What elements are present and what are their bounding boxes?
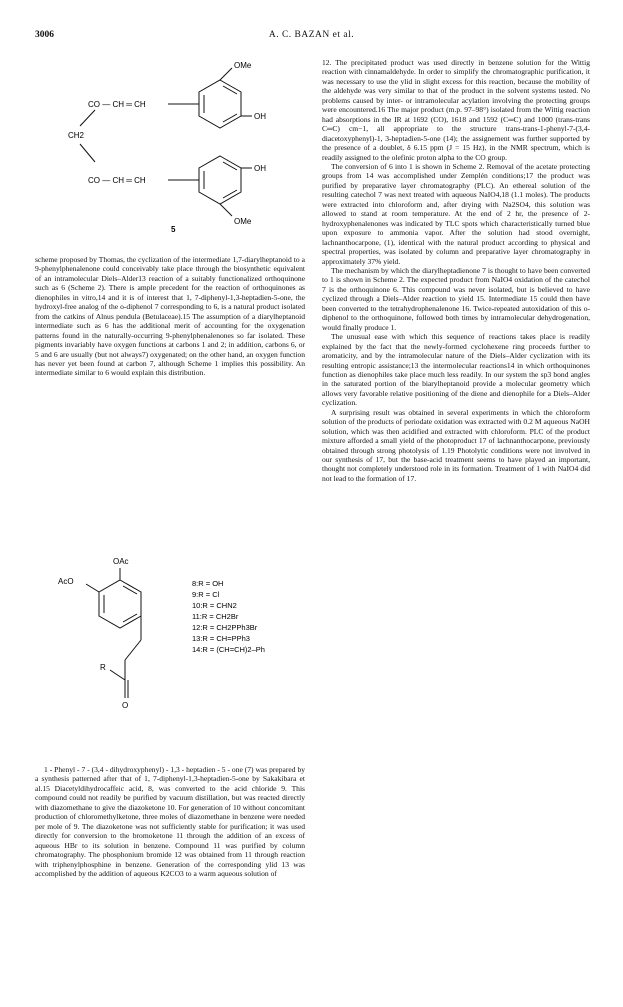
paragraph: 1 - Phenyl - 7 - (3,4 - dihydroxyphenyl) - 1,3 - heptadien - 5 - one (7) was prepared by a synthesis patterned after that of 1, 7-diphenyl-1,3-heptadien-5-one by Sakakibara et al.15 Diacetyldihydrocaffeic acid, 8, was converted to the acid chloride 9. This compound could not readily be purified by vacuum distillation, but was reacted directly with diazomethane to give the diazoketone 10. For generation of 10 without concomitant production of chloromethylketone, three moles of diazomethane in benzene were needed per mole of 9. The diazoketone was not sufficiently stable for purification; it was used directly for conversion to the bromoketone 11 through the addition of an excess of aqueous HBr to its solution in benzene. Compound 11 was purified by column chromatography. The phosphonium bromide 12 was obtained from 11 through reaction with triphenylphosphine in benzene. Generation of the corresponding ylid 13 was accomplished by the addition of aqueous K2CO3 to a warm aqueous solution of [35, 765, 305, 878]
left-column-lower-text [35, 765, 305, 878]
left-column-upper-text [35, 255, 305, 378]
r-group-label: R [100, 663, 106, 672]
structure-series-diagram [40, 552, 310, 752]
running-head: A. C. BAZAN et al. [268, 30, 355, 40]
oh-top-label: OH [254, 112, 266, 121]
legend-entry: 10:R = CHN2 [192, 601, 237, 610]
lower-benzene-ring [199, 156, 241, 204]
upper-chain-label: CO — CH ═ CH [88, 100, 146, 109]
paragraph: 12. The precipitated product was used directly in benzene solution for the Wittig reaction with cinnamaldehyde. In order to simplify the chromatographic purification, it was necessary to use the ylid in slight excess for this reaction, because the mobility of the aldehyde was very similar to that of the product in the solvent systems tested. No problems caused by inter- or intramolecular acylation involving the protecting groups were encountered.16 The major product (m.p. 97–98°) isolated from the Wittig reaction had absorptions in the IR at 1692 (CO), 1618 and 1592 (C═C) and 1000 (trans-trans C═C) cm−1, all appropriate to the structure trans-trans-1-phenyl-7-(3,4-diacetoxyphenyl)-1, 3-heptadien-5-one (14); the assignement was further supported by the presence of a doublet, δ 6.15 ppm (J = 15 Hz), in the NMR spectrum, which is readily assigned to the olefinic proton alpha to the CO group. [322, 58, 590, 162]
compound-legend [192, 579, 265, 654]
ch2-label: CH2 [68, 131, 85, 140]
legend-entry: 14:R = (CH=CH)2–Ph [192, 645, 265, 654]
right-column-text [322, 58, 590, 483]
aco-label: AcO [58, 577, 74, 586]
upper-benzene-ring [199, 80, 241, 128]
legend-entry: 13:R = CH=PPh3 [192, 634, 250, 643]
paragraph: The mechanism by which the diarylheptadienone 7 is thought to have been converted to 1 is shown in Scheme 2. The expected product from NaIO4 oxidation of the catechol 7 is the orthoquinone 6. This compound was never isolated, but is believed to have cyclized through a Diels–Alder reaction to yield 15. Intermediate 15 could then have been converted to the tetrahydrophenalenone 16. Twice-repeated autoxidation of this o-diphenol to the orthoquinone, followed both times by intramolecular dehydrogenation, would finally produce 1. [322, 265, 590, 332]
paragraph: The unusual ease with which this sequence of reactions takes place is readily explained by the fact that the newly-formed cyclohexene ring proceeds further to aromaticity, and by the intramolecular nature of the Diels–Alder cyclization with its resulting entropic assistance;13 the intermolecular reactions14 in which orthoquinones function as dienophiles take place much less readily. In our system the sp3 bond angles in the saturated portion of the biarylheptanoid provide a molecular geometry which allows very favorable relative positioning of the diene and dienophile for a Diels–Alder cyclization. [322, 332, 590, 408]
benzene-ring [99, 580, 141, 628]
paragraph: scheme proposed by Thomas, the cyclization of the intermediate 1,7-diarylheptanoid to a 9-phenylphenalenone could conceivably take place through the biosynthetic equivalent of an intramolecular Diels–Alder13 reaction of a suitably functionalized orthoquinone such as 6 (Scheme 2). There is ample precedent for the reaction of orthoquinones as dienophiles in vitro,14 and it is of interest that 1, 7-diphenyl-1,3-heptadien-5-one, the hydroxyl-free analog of the o-diphenol 7 corresponding to 6, is a natural product isolated from the catkins of Alnus pendula (Betulaceae).15 The assumption of a diarylheptanoid intermediate such as 6 has the additional merit of accounting for the oxygenation patterns found in the naturally-occurring 9-phenylphenalenones so far isolated. These pigments invariably have oxygen functions at carbons 1 and 2; in addition, carbons 6, or 5 and 6 are usually (but not always7) oxygenated; on the other hand, an oxygen function has never yet been found at carbon 7, although Scheme 1 implies this possibility. An intermediate similar to 6 would explain this distribution. [35, 255, 305, 378]
ome-top-label: OMe [234, 61, 252, 70]
legend-entry: 12:R = CH2PPh3Br [192, 623, 258, 632]
oh-bottom-label: OH [254, 164, 266, 173]
legend-entry: 8:R = OH [192, 579, 224, 588]
paragraph: A surprising result was obtained in several experiments in which the chloroform solution of the products of periodate oxidation was extracted with 0.2 M aqueous NaOH solution, which was then acidified and extracted with chloroform. PLC of the product mixture afforded a small yield of the photoproduct 17 of lachnanthocarpone, previously obtained through strong photolysis of 1.19 Photolytic conditions were not involved in our synthesis of 17, but the base-acid treatment seems to have played an important, thought not completely understood role in its formation. Treatment of 1 with NaIO4 did not lead to the formation of 17. [322, 407, 590, 483]
compound-number-5: 5 [171, 225, 176, 234]
legend-entry: 9:R = Cl [192, 590, 220, 599]
paragraph: The conversion of 6 into 1 is shown in Scheme 2. Removal of the acetate protecting groups from 14 was accomplished under Zemplén conditions;17 the product was purified by preparative layer chromatography (PLC). An ethereal solution of the resulting catechol 7 was next treated with aqueous NaIO4,18 (1.1 moles). The products were extracted into chloroform and, after drying with Na2SO4, this solution was allowed to stand at room temperature. At the end of 2 hr, the presence of 2-hydroxyphenalenones was indicated by TLC spots which characteristically turned blue upon exposure to ammonia vapor. After the solution had stood overnight, lachnanthocarpone, (1), identical with the natural product according to physical and spectral properties, was isolated by column and preparative layer chromatography in approximately 37% yield. [322, 161, 590, 266]
ome-bottom-label: OMe [234, 217, 252, 226]
legend-entry: 11:R = CH2Br [192, 612, 239, 621]
carbonyl-o-label: O [122, 701, 129, 710]
lower-chain-label: CO — CH ═ CH [88, 176, 146, 185]
page-header [35, 30, 588, 44]
page-number: 3006 [35, 30, 54, 40]
structure-5-diagram [40, 58, 300, 238]
oac-label: OAc [113, 557, 129, 566]
